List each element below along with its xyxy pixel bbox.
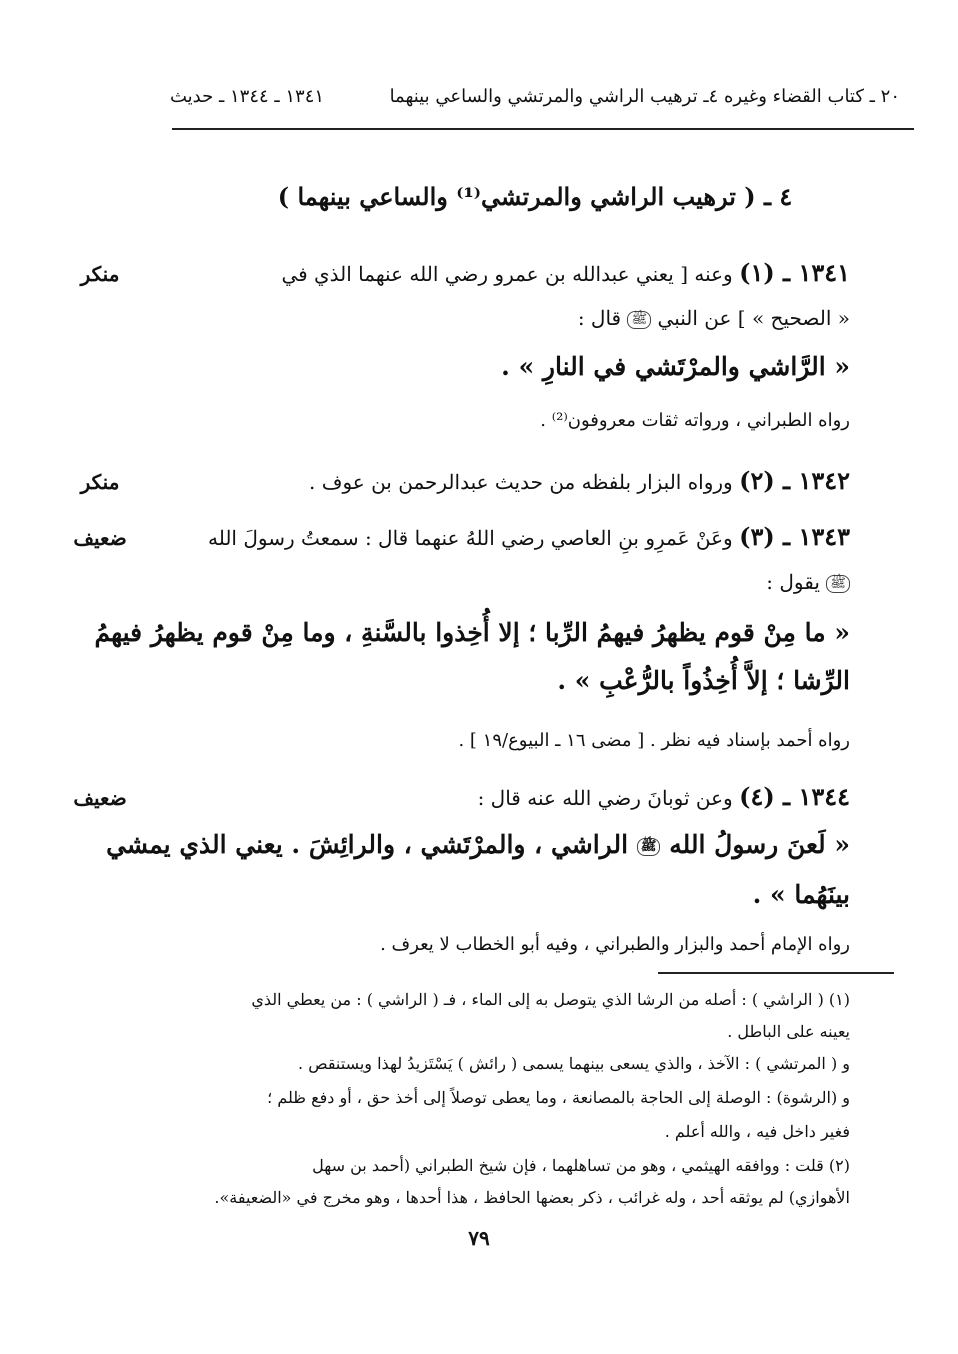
hadith-quote: الرِّشا ؛ إلاَّ أُخِذُواً بالرُّعْبِ » . [557,666,850,695]
chapter-title: ٤ ـ ( ترهيب الراشي والمرتشي⁽¹⁾ والساعي بينهما ) [277,182,793,211]
hadith-number: ١٣٤١ ـ (١) [739,258,850,287]
footnote-line: الأهوازي) لم يوثقه أحد ، وله غرائب ، ذكر بعضها الحافظ ، هذا أحدها ، وهو مخرج في «الضعيفة». [214,1188,850,1207]
header-chapter-info: ٢٠ ـ كتاب القضاء وغيره ٤ـ ترهيب الراشي والمرتشي والساعي بينهما [389,86,900,107]
hadith-quote: بينَهُما » . [752,880,850,909]
hadith-grade: منكر [80,262,120,286]
hadith-text: « الصحيح » ] عن النبي [657,306,850,330]
hadith-quote-part: « لَعنَ رسولُ الله [669,830,850,859]
pbuh-ligature-icon: ﷺ [826,575,850,593]
hadith-number: ١٣٤٤ ـ (٤) [739,782,850,811]
hadith-text: ورواه البزار بلفظه من حديث عبدالرحمن بن عوف . [309,470,733,494]
footnote-line: و ( المرتشي ) : الآخذ ، والذي يسعى بينهما يسمى ( رائش ) يَسْتَزيدُ لهذا ويستنقص . [298,1054,850,1073]
hadith-text-line [166,522,850,551]
hadith-quote [106,830,850,859]
footnote-line: (١) ( الراشي ) : أصله من الرشا الذي يتوصل به إلى الماء ، فـ ( الراشي ) : من يعطي الذي [251,990,850,1009]
hadith-source: رواه الإمام أحمد والبزار والطبراني ، وفيه أبو الخطاب لا يعرف . [380,934,850,955]
hadith-text: وعنه [ يعني عبدالله بن عمرو رضي الله عنهما الذي في [281,262,733,286]
pbuh-ligature-icon: ﷺ [627,311,651,329]
hadith-text: يقول : [766,570,820,594]
hadith-number: ١٣٤٢ ـ (٢) [739,466,850,495]
hadith-source: رواه أحمد بإسناد فيه نظر . [ مضى ١٦ ـ البيوع/١٩ ] . [458,730,850,751]
hadith-quote-part: الراشي ، والمرْتَشي ، والرائِشَ . يعني الذي يمشي [106,830,629,859]
footnote-line: و (الرشوة) : الوصلة إلى الحاجة بالمصانعة ، وما يعطى توصلاً إلى أخذ حق ، أو دفع ظلم ؛ [267,1088,850,1107]
hadith-text: وعَنْ عَمرِو بنِ العاصي رضي اللهُ عنهما قال : سمعتُ رسولَ الله [207,526,733,550]
hadith-text-line [166,782,850,811]
footnote-line: فغير داخل فيه ، والله أعلم . [664,1122,850,1141]
hadith-text-line [166,258,850,287]
hadith-text-line [166,306,850,330]
hadith-source: رواه الطبراني ، ورواته ثقات معروفون⁽²⁾ . [540,410,850,431]
hadith-quote: « ما مِنْ قوم يظهرُ فيهمُ الرِّبا ؛ إلا أُخِذوا بالسَّنةِ ، وما مِنْ قوم يظهرُ فيهمُ [94,618,850,647]
hadith-text: قال : [577,306,622,330]
hadith-grade: منكر [80,470,120,494]
hadith-grade: ضعيف [73,526,127,550]
footnote-line: يعينه على الباطل . [727,1022,850,1041]
page-number: ٧٩ [468,1226,490,1250]
hadith-grade: ضعيف [73,786,127,810]
footnote-divider [658,972,894,974]
hadith-number: ١٣٤٣ ـ (٣) [739,522,850,551]
hadith-quote: « الرَّاشي والمرْتَشي في النارِ » . [501,352,850,381]
hadith-text-line [166,570,850,594]
footnote-line: (٢) قلت : ووافقه الهيثمي ، وهو من تساهلهما ، فإن شيخ الطبراني (أحمد بن سهل [312,1156,850,1175]
header-hadith-range: ١٣٤١ ـ ١٣٤٤ ـ حديث [170,86,325,107]
pbuh-ligature-icon: ﷺ [637,838,661,856]
hadith-text-line [166,466,850,495]
header-divider [172,128,914,130]
hadith-text: وعن ثوبانَ رضي الله عنه قال : [477,786,733,810]
